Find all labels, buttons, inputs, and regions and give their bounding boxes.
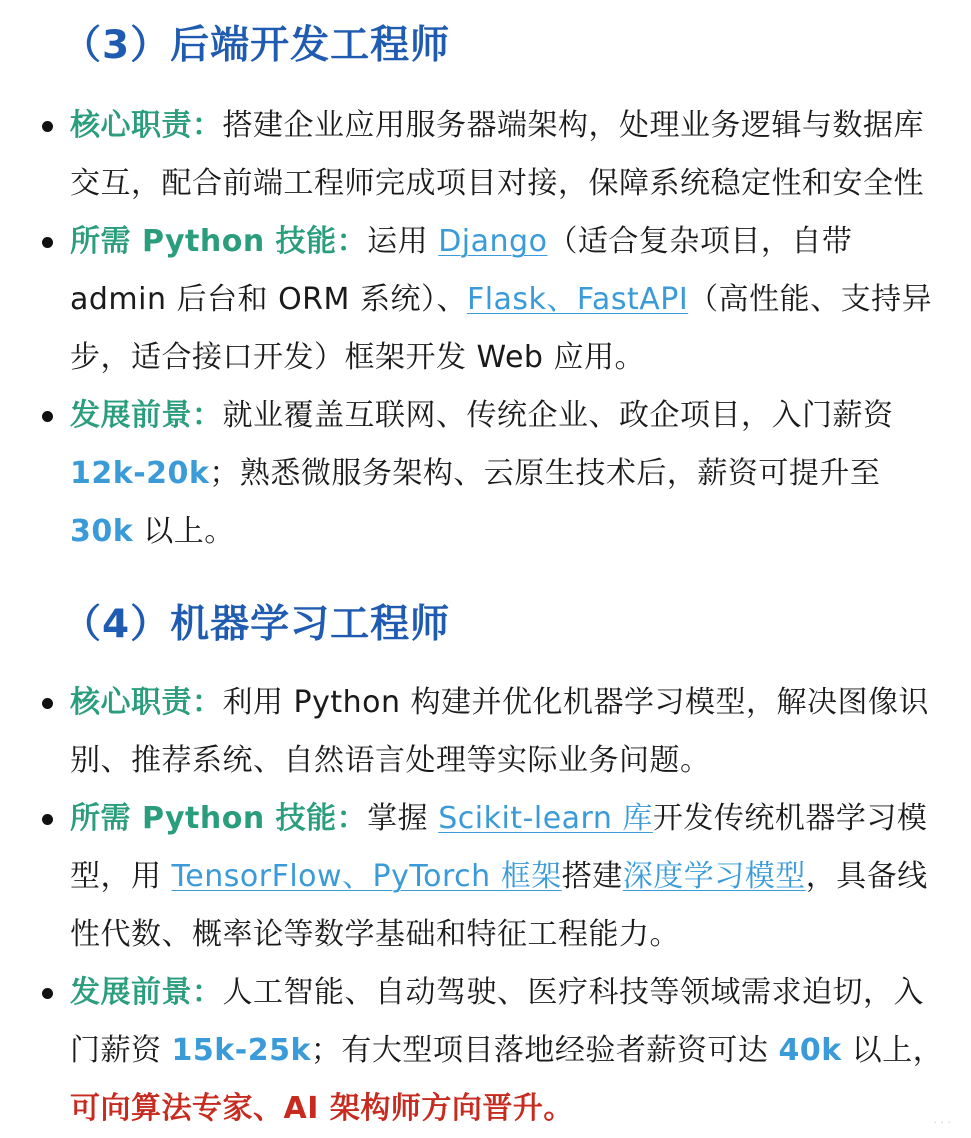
item-text: ；有大型项目落地经验者薪资可达	[310, 1033, 779, 1068]
salary-highlight: 40k	[778, 1033, 842, 1068]
list-item	[70, 387, 953, 561]
flask-fastapi-link[interactable]: Flask、FastAPI	[466, 282, 689, 317]
tensorflow-pytorch-link[interactable]: TensorFlow、PyTorch 框架	[171, 859, 562, 894]
watermark: · · ·	[933, 1116, 951, 1129]
item-text: 以上。	[133, 514, 235, 549]
list-item	[70, 97, 953, 213]
django-link[interactable]: Django	[438, 224, 548, 259]
scikit-learn-link[interactable]: Scikit-learn 库	[438, 801, 653, 836]
item-text: ，具备线性代数、概率论等数学基础和特征工程能力。	[70, 859, 928, 952]
deep-learning-link[interactable]: 深度学习模型	[622, 859, 806, 894]
item-text: 利用 Python 构建并优化机器学习模型，解决图像识别、推荐系统、自然语言处理等实际业务问题。	[70, 685, 930, 778]
item-text: 以上，	[841, 1033, 944, 1068]
list-item	[70, 790, 953, 964]
salary-highlight: 30k	[70, 514, 134, 549]
item-label: 所需 Python 技能：	[70, 224, 368, 259]
section-4-title: （4）机器学习工程师	[62, 602, 451, 647]
item-text: 人工智能、自动驾驶、医疗科技等领域需求迫切，入门薪资	[70, 975, 924, 1068]
item-label: 所需 Python 技能：	[70, 801, 368, 836]
item-text: 搭建	[561, 859, 623, 894]
item-label: 发展前景：	[70, 398, 223, 433]
item-text: ；熟悉微服务架构、云原生技术后，薪资可提升至	[209, 456, 881, 491]
item-label: 核心职责：	[70, 108, 223, 143]
list-item	[70, 674, 953, 790]
list-item	[70, 964, 953, 1138]
item-text: 开发传统机器学习模型，用	[70, 801, 928, 894]
list-item	[70, 213, 953, 387]
section-4-list	[70, 674, 953, 1138]
item-text: （高性能、支持异步，适合接口开发）框架开发 Web 应用。	[70, 282, 933, 375]
section-3-list	[70, 97, 953, 561]
item-label: 发展前景：	[70, 975, 223, 1010]
item-text: 就业覆盖互联网、传统企业、政企项目，入门薪资	[222, 398, 894, 433]
item-text: 掌握	[367, 801, 439, 836]
item-text: （适合复杂项目，自带 admin 后台和 ORM 系统）、	[70, 224, 853, 317]
promotion-highlight: 可向算法专家、AI 架构师方向晋升。	[70, 1091, 574, 1126]
salary-highlight: 15k-25k	[171, 1033, 311, 1068]
item-text: 运用	[367, 224, 439, 259]
section-3-title: （3）后端开发工程师	[62, 23, 451, 68]
item-text: 搭建企业应用服务器端架构，处理业务逻辑与数据库交互，配合前端工程师完成项目对接，保障系统稳定性和安全性	[70, 108, 924, 201]
item-label: 核心职责：	[70, 685, 223, 720]
salary-highlight: 12k-20k	[70, 456, 210, 491]
